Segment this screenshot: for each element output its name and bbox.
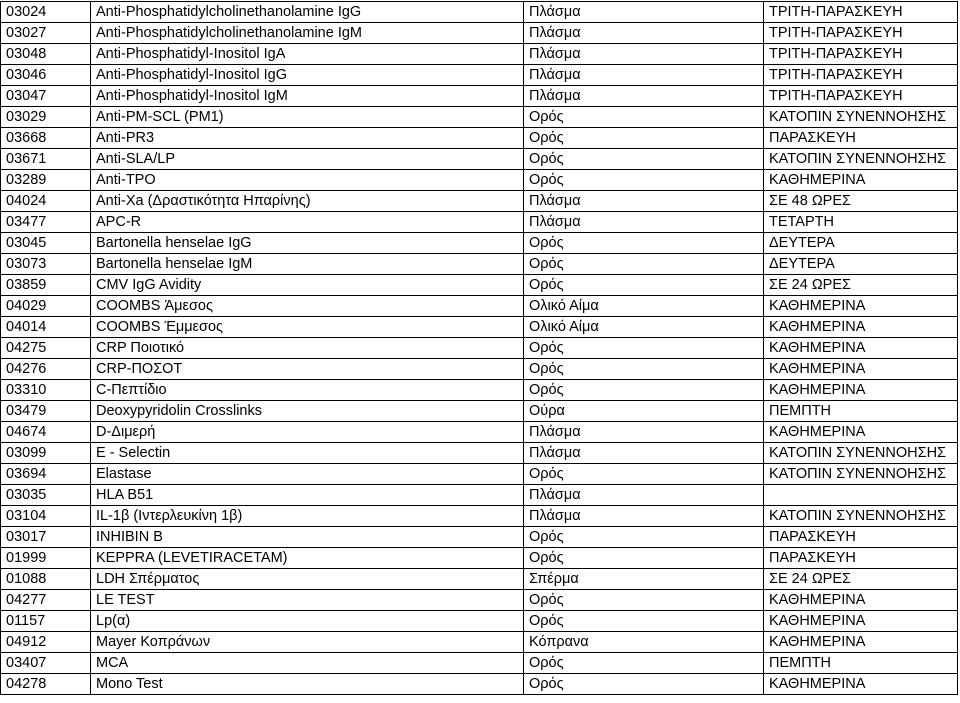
- table-row: [1, 590, 958, 611]
- table-row: [1, 485, 958, 506]
- test-name-cell: LDH Σπέρματος: [91, 569, 524, 590]
- test-name-cell: APC-R: [91, 212, 524, 233]
- sample-type-cell: Ορός: [524, 548, 764, 569]
- test-name-cell: CMV IgG Avidity: [91, 275, 524, 296]
- test-name-cell: Lp(α): [91, 611, 524, 632]
- test-code-cell: 04674: [1, 422, 91, 443]
- test-name-cell: Anti-Xa (Δραστικότητα Ηπαρίνης): [91, 191, 524, 212]
- test-name-cell: Deoxypyridolin Crosslinks: [91, 401, 524, 422]
- test-code-cell: 01999: [1, 548, 91, 569]
- test-name-cell: Anti-SLA/LP: [91, 149, 524, 170]
- test-name-cell: IL-1β (Ιντερλευκίνη 1β): [91, 506, 524, 527]
- test-name-cell: Anti-Phosphatidylcholinethanolamine IgG: [91, 2, 524, 23]
- test-name-cell: HLA B51: [91, 485, 524, 506]
- schedule-day-cell: ΤΡΙΤΗ-ΠΑΡΑΣΚΕΥΗ: [764, 23, 958, 44]
- test-code-cell: 03668: [1, 128, 91, 149]
- test-code-cell: 03859: [1, 275, 91, 296]
- test-name-cell: Anti-Phosphatidyl-Inositol IgG: [91, 65, 524, 86]
- sample-type-cell: Πλάσμα: [524, 506, 764, 527]
- table-row: [1, 422, 958, 443]
- table-row: [1, 86, 958, 107]
- schedule-day-cell: ΠΕΜΠΤΗ: [764, 401, 958, 422]
- schedule-day-cell: ΚΑΘΗΜΕΡΙΝΑ: [764, 611, 958, 632]
- test-name-cell: Mayer Κοπράνων: [91, 632, 524, 653]
- sample-type-cell: Ορός: [524, 464, 764, 485]
- table-row: [1, 611, 958, 632]
- table-row: [1, 2, 958, 23]
- sample-type-cell: Ορός: [524, 254, 764, 275]
- test-code-cell: 03694: [1, 464, 91, 485]
- sample-type-cell: Ορός: [524, 338, 764, 359]
- schedule-day-cell: ΣΕ 24 ΩΡΕΣ: [764, 569, 958, 590]
- schedule-day-cell: ΚΑΘΗΜΕΡΙΝΑ: [764, 632, 958, 653]
- sample-type-cell: Πλάσμα: [524, 212, 764, 233]
- sample-type-cell: Ορός: [524, 527, 764, 548]
- schedule-day-cell: ΣΕ 24 ΩΡΕΣ: [764, 275, 958, 296]
- schedule-day-cell: ΤΡΙΤΗ-ΠΑΡΑΣΚΕΥΗ: [764, 86, 958, 107]
- sample-type-cell: Ορός: [524, 611, 764, 632]
- schedule-day-cell: ΠΕΜΠΤΗ: [764, 653, 958, 674]
- sample-type-cell: Ορός: [524, 170, 764, 191]
- schedule-day-cell: ΤΕΤΑΡΤΗ: [764, 212, 958, 233]
- table-body: [1, 2, 958, 695]
- table-row: [1, 275, 958, 296]
- sample-type-cell: Ορός: [524, 653, 764, 674]
- sample-type-cell: Πλάσμα: [524, 44, 764, 65]
- test-name-cell: COOMBS Άμεσος: [91, 296, 524, 317]
- test-name-cell: Anti-Phosphatidyl-Inositol IgA: [91, 44, 524, 65]
- test-name-cell: CRP Ποιοτικό: [91, 338, 524, 359]
- test-code-cell: 03045: [1, 233, 91, 254]
- sample-type-cell: Ορός: [524, 233, 764, 254]
- table-row: [1, 170, 958, 191]
- schedule-day-cell: ΤΡΙΤΗ-ΠΑΡΑΣΚΕΥΗ: [764, 2, 958, 23]
- sample-type-cell: Ορός: [524, 590, 764, 611]
- schedule-day-cell: ΠΑΡΑΣΚΕΥΗ: [764, 128, 958, 149]
- sample-type-cell: Ορός: [524, 380, 764, 401]
- schedule-day-cell: ΚΑΤΟΠΙΝ ΣΥΝΕΝΝΟΗΣΗΣ: [764, 443, 958, 464]
- table-row: [1, 380, 958, 401]
- test-name-cell: Elastase: [91, 464, 524, 485]
- sample-type-cell: Ορός: [524, 107, 764, 128]
- schedule-day-cell: ΚΑΘΗΜΕΡΙΝΑ: [764, 674, 958, 695]
- test-code-cell: 03289: [1, 170, 91, 191]
- schedule-day-cell: ΤΡΙΤΗ-ΠΑΡΑΣΚΕΥΗ: [764, 44, 958, 65]
- sample-type-cell: Ορός: [524, 128, 764, 149]
- test-name-cell: Anti-PM-SCL (PM1): [91, 107, 524, 128]
- schedule-day-cell: ΚΑΘΗΜΕΡΙΝΑ: [764, 359, 958, 380]
- test-code-cell: 03477: [1, 212, 91, 233]
- test-code-cell: 01088: [1, 569, 91, 590]
- table-row: [1, 527, 958, 548]
- table-row: [1, 569, 958, 590]
- schedule-day-cell: ΚΑΘΗΜΕΡΙΝΑ: [764, 296, 958, 317]
- sample-type-cell: Πλάσμα: [524, 422, 764, 443]
- table-row: [1, 548, 958, 569]
- schedule-day-cell: ΠΑΡΑΣΚΕΥΗ: [764, 527, 958, 548]
- table-row: [1, 506, 958, 527]
- test-name-cell: Bartonella henselae IgG: [91, 233, 524, 254]
- test-name-cell: MCA: [91, 653, 524, 674]
- test-code-cell: 03048: [1, 44, 91, 65]
- test-code-cell: 03671: [1, 149, 91, 170]
- table-row: [1, 107, 958, 128]
- table-row: [1, 23, 958, 44]
- test-code-cell: 01157: [1, 611, 91, 632]
- sample-type-cell: Πλάσμα: [524, 2, 764, 23]
- sample-type-cell: Πλάσμα: [524, 485, 764, 506]
- sample-type-cell: Πλάσμα: [524, 65, 764, 86]
- test-name-cell: Anti-PR3: [91, 128, 524, 149]
- sample-type-cell: Ούρα: [524, 401, 764, 422]
- schedule-day-cell: ΚΑΘΗΜΕΡΙΝΑ: [764, 170, 958, 191]
- table-row: [1, 464, 958, 485]
- test-name-cell: E - Selectin: [91, 443, 524, 464]
- schedule-day-cell: ΚΑΘΗΜΕΡΙΝΑ: [764, 590, 958, 611]
- sample-type-cell: Ολικό Αίμα: [524, 296, 764, 317]
- test-code-cell: 04275: [1, 338, 91, 359]
- test-code-cell: 03029: [1, 107, 91, 128]
- schedule-day-cell: ΚΑΘΗΜΕΡΙΝΑ: [764, 380, 958, 401]
- table-row: [1, 653, 958, 674]
- sample-type-cell: Ορός: [524, 359, 764, 380]
- test-code-cell: 03099: [1, 443, 91, 464]
- test-code-cell: 03027: [1, 23, 91, 44]
- test-name-cell: D-Διμερή: [91, 422, 524, 443]
- test-name-cell: Anti-TPO: [91, 170, 524, 191]
- schedule-day-cell: ΔΕΥΤΕΡΑ: [764, 233, 958, 254]
- test-name-cell: Mono Test: [91, 674, 524, 695]
- test-code-cell: 03310: [1, 380, 91, 401]
- test-code-cell: 04278: [1, 674, 91, 695]
- table-row: [1, 338, 958, 359]
- schedule-day-cell: ΠΑΡΑΣΚΕΥΗ: [764, 548, 958, 569]
- table-row: [1, 443, 958, 464]
- table-row: [1, 632, 958, 653]
- schedule-day-cell: ΚΑΤΟΠΙΝ ΣΥΝΕΝΝΟΗΣΗΣ: [764, 149, 958, 170]
- table-row: [1, 149, 958, 170]
- sample-type-cell: Πλάσμα: [524, 191, 764, 212]
- table-row: [1, 254, 958, 275]
- table-row: [1, 191, 958, 212]
- test-name-cell: C-Πεπτίδιο: [91, 380, 524, 401]
- test-code-cell: 03104: [1, 506, 91, 527]
- sample-type-cell: Ολικό Αίμα: [524, 317, 764, 338]
- table-row: [1, 233, 958, 254]
- sample-type-cell: Σπέρμα: [524, 569, 764, 590]
- test-name-cell: COOMBS Έμμεσος: [91, 317, 524, 338]
- table-row: [1, 212, 958, 233]
- table-row: [1, 44, 958, 65]
- schedule-day-cell: [764, 485, 958, 506]
- lab-tests-table: [0, 1, 958, 695]
- schedule-day-cell: ΚΑΤΟΠΙΝ ΣΥΝΕΝΝΟΗΣΗΣ: [764, 464, 958, 485]
- test-code-cell: 03024: [1, 2, 91, 23]
- test-code-cell: 03073: [1, 254, 91, 275]
- schedule-day-cell: ΚΑΘΗΜΕΡΙΝΑ: [764, 422, 958, 443]
- schedule-day-cell: ΤΡΙΤΗ-ΠΑΡΑΣΚΕΥΗ: [764, 65, 958, 86]
- schedule-day-cell: ΔΕΥΤΕΡΑ: [764, 254, 958, 275]
- test-code-cell: 04912: [1, 632, 91, 653]
- sample-type-cell: Κόπρανα: [524, 632, 764, 653]
- schedule-day-cell: ΚΑΤΟΠΙΝ ΣΥΝΕΝΝΟΗΣΗΣ: [764, 107, 958, 128]
- test-code-cell: 03035: [1, 485, 91, 506]
- sample-type-cell: Πλάσμα: [524, 86, 764, 107]
- schedule-day-cell: ΚΑΘΗΜΕΡΙΝΑ: [764, 338, 958, 359]
- test-code-cell: 04276: [1, 359, 91, 380]
- test-code-cell: 04014: [1, 317, 91, 338]
- test-name-cell: Bartonella henselae IgM: [91, 254, 524, 275]
- sample-type-cell: Ορός: [524, 674, 764, 695]
- test-name-cell: CRP-ΠΟΣΟΤ: [91, 359, 524, 380]
- test-code-cell: 03046: [1, 65, 91, 86]
- sample-type-cell: Ορός: [524, 149, 764, 170]
- sample-type-cell: Πλάσμα: [524, 443, 764, 464]
- test-code-cell: 03479: [1, 401, 91, 422]
- table-row: [1, 65, 958, 86]
- table-row: [1, 359, 958, 380]
- test-code-cell: 04277: [1, 590, 91, 611]
- table-row: [1, 296, 958, 317]
- test-name-cell: Anti-Phosphatidylcholinethanolamine IgM: [91, 23, 524, 44]
- table-row: [1, 401, 958, 422]
- schedule-day-cell: ΚΑΘΗΜΕΡΙΝΑ: [764, 317, 958, 338]
- test-name-cell: INHIBIN B: [91, 527, 524, 548]
- test-name-cell: Anti-Phosphatidyl-Inositol IgM: [91, 86, 524, 107]
- schedule-day-cell: ΚΑΤΟΠΙΝ ΣΥΝΕΝΝΟΗΣΗΣ: [764, 506, 958, 527]
- schedule-day-cell: ΣΕ 48 ΩΡΕΣ: [764, 191, 958, 212]
- test-code-cell: 04029: [1, 296, 91, 317]
- test-code-cell: 03047: [1, 86, 91, 107]
- table-row: [1, 317, 958, 338]
- test-name-cell: LE TEST: [91, 590, 524, 611]
- table-row: [1, 128, 958, 149]
- test-name-cell: KEPPRA (LEVETIRACETAM): [91, 548, 524, 569]
- test-code-cell: 03017: [1, 527, 91, 548]
- table-row: [1, 674, 958, 695]
- sample-type-cell: Πλάσμα: [524, 23, 764, 44]
- sample-type-cell: Ορός: [524, 275, 764, 296]
- test-code-cell: 04024: [1, 191, 91, 212]
- test-code-cell: 03407: [1, 653, 91, 674]
